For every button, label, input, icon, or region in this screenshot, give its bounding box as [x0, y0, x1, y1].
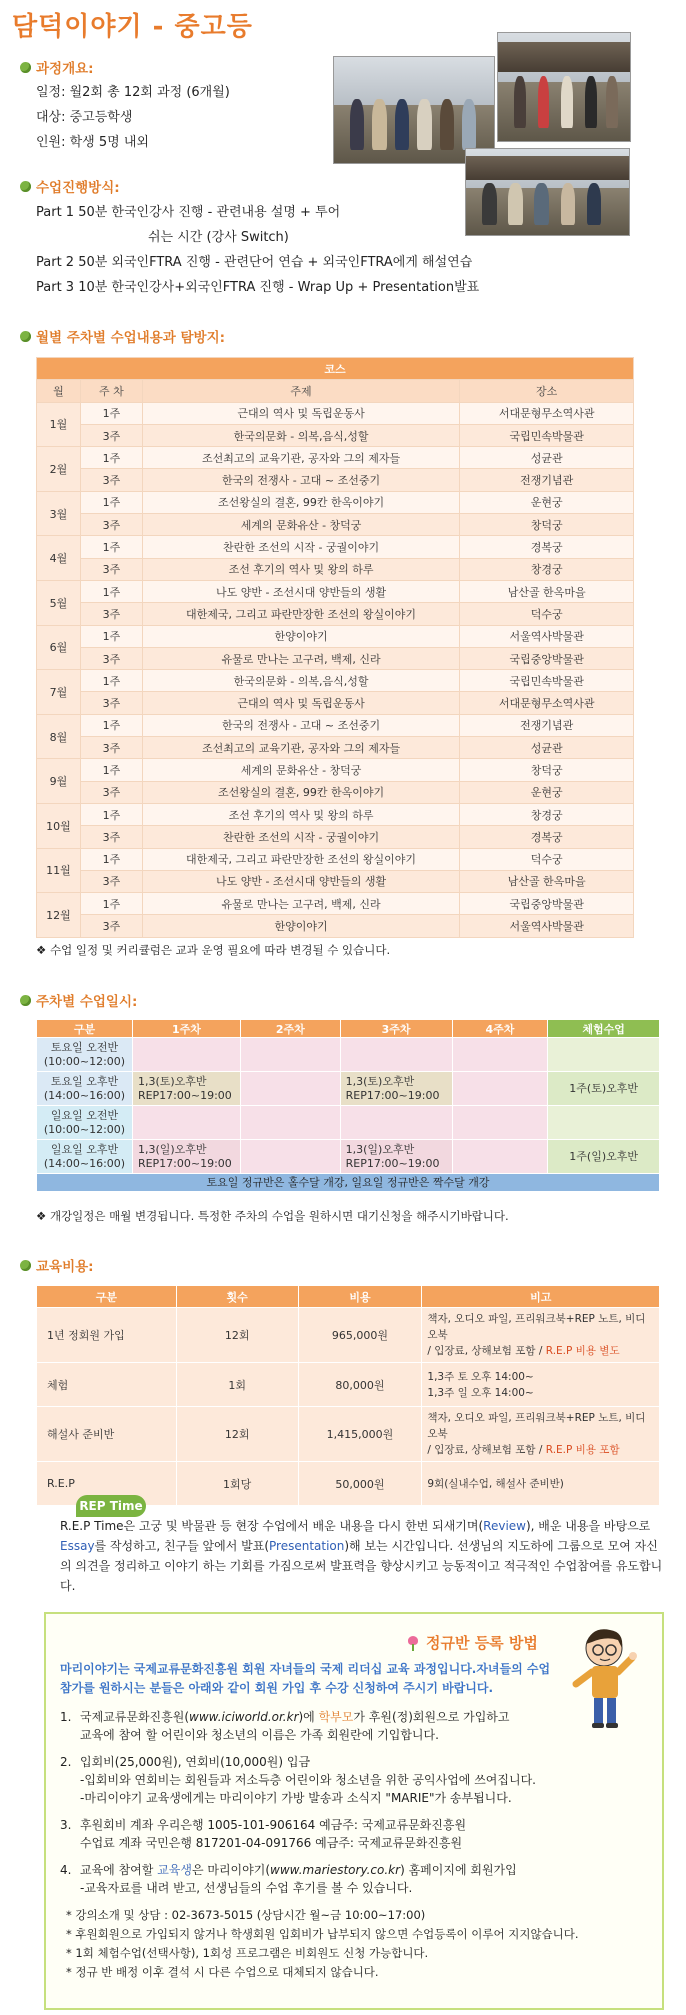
course-place: 서대문형무소역사관 [460, 692, 634, 714]
course-place: 운현궁 [460, 781, 634, 803]
course-week: 3주 [80, 424, 142, 446]
mariestory-link[interactable]: www.mariestory.co.kr [270, 1863, 401, 1877]
weekly-label: 일요일 오전반 (10:00~12:00) [37, 1106, 133, 1140]
cost-col-memo: 비고 [422, 1286, 660, 1308]
rep-time-badge: REP Time [76, 1495, 146, 1517]
registration-title: 정규반 등록 방법 [406, 1632, 538, 1653]
course-place: 전쟁기념관 [460, 714, 634, 736]
course-week: 1주 [80, 625, 142, 647]
weekly-col-week3: 3주차 [340, 1020, 452, 1038]
course-theme: 한양이야기 [142, 915, 459, 937]
registration-intro: 마리이야기는 국제교류문화진흥원 회원 자녀들의 국제 리더십 교육 과정입니다.자녀들의 수업 참가를 원하시는 분들은 아래와 같이 회원 가입 후 수강 신청하여 주시기 바랍니다. [60, 1662, 551, 1695]
course-place: 성균관 [460, 447, 634, 469]
course-place: 서울역사박물관 [460, 915, 634, 937]
course-row [37, 737, 634, 759]
course-row [37, 781, 634, 803]
course-week: 3주 [80, 915, 142, 937]
course-theme: 대한제국, 그리고 파란만장한 조선의 왕실이야기 [142, 848, 459, 870]
weekly-cell: 1,3(토)오후반 REP17:00~19:00 [340, 1072, 452, 1106]
green-bullet-icon [20, 62, 31, 73]
footnote-absence: * 정규 반 배정 이후 결석 시 다른 수업으로 대체되지 않습니다. [66, 1965, 379, 1979]
col-place: 장소 [460, 380, 634, 402]
weekly-col-week2: 2주차 [240, 1020, 340, 1038]
monthly-note: ❖ 수업 일정 및 커리큘럼은 교과 운영 필요에 따라 변경될 수 있습니다. [36, 943, 391, 957]
weekly-col-trial: 체험수업 [548, 1020, 660, 1038]
course-week: 1주 [80, 580, 142, 602]
weekly-label: 일요일 오후반 (14:00~16:00) [37, 1140, 133, 1174]
course-row [37, 514, 634, 536]
progress-list [36, 200, 479, 300]
course-week: 3주 [80, 781, 142, 803]
progress-part2: Part 2 50분 외국인FTRA 진행 - 관련단어 연습 + 외국인FTRA에게 해설연습 [36, 255, 473, 270]
weekly-cell: 1,3(일)오후반 REP17:00~19:00 [132, 1140, 240, 1174]
course-month: 9월 [37, 759, 81, 804]
course-theme: 한양이야기 [142, 625, 459, 647]
weekly-col-week4: 4주차 [452, 1020, 548, 1038]
green-bullet-icon [20, 1260, 31, 1271]
iciworld-link[interactable]: www.iciworld.or.kr [189, 1710, 299, 1724]
course-table-title: 코스 [37, 358, 634, 380]
weekly-col-week1: 1주차 [132, 1020, 240, 1038]
course-week: 3주 [80, 826, 142, 848]
course-table-body [37, 402, 634, 937]
course-row [37, 670, 634, 692]
course-row [37, 625, 634, 647]
course-theme: 세계의 문화유산 - 창덕궁 [142, 514, 459, 536]
cost-col-price: 비용 [298, 1286, 422, 1308]
course-place: 남산골 한옥마을 [460, 580, 634, 602]
course-place: 경복궁 [460, 826, 634, 848]
course-place: 창경궁 [460, 803, 634, 825]
course-month: 12월 [37, 893, 81, 938]
course-week: 3주 [80, 647, 142, 669]
footnote-contact: * 강의소개 및 상담 : 02-3673-5015 (상담시간 월~금 10:00~17:00) [66, 1908, 426, 1922]
course-week: 3주 [80, 870, 142, 892]
page-title: 담덕이야기 - 중고등 [12, 12, 253, 42]
course-week: 3주 [80, 558, 142, 580]
course-month: 6월 [37, 625, 81, 670]
weekly-trial-cell: 1주(일)오후반 [548, 1140, 660, 1174]
weekly-col-type: 구분 [37, 1020, 133, 1038]
course-week: 1주 [80, 491, 142, 513]
footnote-membership: * 후원회원으로 가입되지 않거나 학생회원 입회비가 납부되지 않으면 수업등록이 이루어 지지않습니다. [66, 1927, 579, 1941]
progress-part3: Part 3 10분 한국인강사+외국인FTRA 진행 - Wrap Up + Presentation발표 [36, 280, 480, 295]
course-row [37, 759, 634, 781]
course-place: 전쟁기념관 [460, 469, 634, 491]
course-place: 서울역사박물관 [460, 625, 634, 647]
course-row [37, 447, 634, 469]
tour-photo-2 [497, 32, 631, 142]
weekly-note: ❖ 개강일정은 매월 변경됩니다. 특정한 주차의 수업을 원하시면 대기신청을 해주시기바랍니다. [36, 1209, 509, 1223]
course-place: 창덕궁 [460, 759, 634, 781]
course-row [37, 647, 634, 669]
cost-col-type: 구분 [37, 1286, 177, 1308]
progress-break: 쉬는 시간 (강사 Switch) [148, 230, 289, 245]
course-theme: 나도 양반 - 조선시대 양반들의 생활 [142, 870, 459, 892]
course-theme: 조선 후기의 역사 및 왕의 하루 [142, 803, 459, 825]
weekly-label: 토요일 오전반 (10:00~12:00) [37, 1038, 133, 1072]
course-month: 11월 [37, 848, 81, 893]
registration-step-4: 4. 교육에 참여할 교육생은 마리이야기(www.mariestory.co.kr) 홈페이지에 회원가입 -교육자료를 내려 받고, 선생님들의 수업 후기를 볼 수 있습니다. [60, 1863, 517, 1895]
course-row [37, 580, 634, 602]
course-row [37, 692, 634, 714]
monthly-heading: 월별 주차별 수업내용과 탐방지: [20, 326, 225, 346]
course-theme: 조선최고의 교육기관, 공자와 그의 제자들 [142, 737, 459, 759]
weekly-cell: 1,3(토)오후반 REP17:00~19:00 [132, 1072, 240, 1106]
course-place: 국립중앙박물관 [460, 647, 634, 669]
weekly-row-sat-pm [37, 1072, 660, 1106]
registration-footnotes [66, 1906, 579, 1982]
course-place: 국립중앙박물관 [460, 893, 634, 915]
weekly-footer-note: 토요일 정규반은 홀수달 개강, 일요일 정규반은 짝수달 개강 [37, 1174, 660, 1192]
course-row [37, 714, 634, 736]
course-theme: 나도 양반 - 조선시대 양반들의 생활 [142, 580, 459, 602]
course-place: 서대문형무소역사관 [460, 402, 634, 424]
course-row [37, 603, 634, 625]
tulip-icon [406, 1636, 420, 1650]
course-month: 5월 [37, 580, 81, 625]
course-theme: 한국의 전쟁사 - 고대 ~ 조선중기 [142, 714, 459, 736]
cost-row: 체험 1회 80,000원 1,3주 토 오후 14:00~ 1,3주 일 오후 14:00~ [37, 1363, 660, 1407]
weekly-table [36, 1019, 660, 1192]
course-theme: 대한제국, 그리고 파란만장한 조선의 왕실이야기 [142, 603, 459, 625]
course-theme: 조선 후기의 역사 및 왕의 하루 [142, 558, 459, 580]
course-theme: 한국의문화 - 의복,음식,성할 [142, 670, 459, 692]
course-week: 1주 [80, 447, 142, 469]
course-row [37, 915, 634, 937]
course-theme: 세계의 문화유산 - 창덕궁 [142, 759, 459, 781]
course-week: 3주 [80, 469, 142, 491]
course-week: 3주 [80, 692, 142, 714]
course-theme: 한국의 전쟁사 - 고대 ~ 조선중기 [142, 469, 459, 491]
course-theme: 근대의 역사 및 독립운동사 [142, 692, 459, 714]
course-week: 3주 [80, 514, 142, 536]
course-week: 1주 [80, 670, 142, 692]
green-bullet-icon [20, 331, 31, 342]
course-place: 남산골 한옥마을 [460, 870, 634, 892]
course-week: 1주 [80, 759, 142, 781]
overview-target: 대상: 중고등학생 [36, 110, 133, 125]
course-place: 국립민속박물관 [460, 424, 634, 446]
course-row [37, 424, 634, 446]
registration-step-1: 1. 국제교류문화진흥원(www.iciworld.or.kr)에 학부모가 후원(정)회원으로 가입하고 교육에 참여 할 어린이와 청소년의 이름은 가족 회원란에 기입합니다. [60, 1710, 510, 1742]
registration-step-2: 2. 입회비(25,000원), 연회비(10,000원) 입금 -입회비와 연회비는 회원들과 저소득층 어린이와 청소년을 위한 공익사업에 쓰여집니다. -마리이야기 교육생에게는 마리이야기 가방 발송과 소식지 "MARIE"가 송부됩니다. [60, 1755, 536, 1805]
weekly-row-sun-am [37, 1106, 660, 1140]
registration-step-3: 3. 후원회비 계좌 우리은행 1005-101-906164 예금주: 국제교류문화진흥원 수업료 계좌 국민은행 817201-04-091766 예금주: 국제교류문화진흥원 [60, 1818, 467, 1850]
course-row [37, 536, 634, 558]
course-week: 3주 [80, 603, 142, 625]
weekly-trial-cell: 1주(토)오후반 [548, 1072, 660, 1106]
cost-row: R.E.P 1회당 50,000원 9회(실내수업, 해설사 준비반) [37, 1462, 660, 1506]
course-row [37, 870, 634, 892]
course-month: 7월 [37, 670, 81, 715]
course-month: 10월 [37, 803, 81, 848]
course-row [37, 826, 634, 848]
course-theme: 근대의 역사 및 독립운동사 [142, 402, 459, 424]
course-row [37, 402, 634, 424]
overview-size: 인원: 학생 5명 내외 [36, 135, 149, 150]
cost-row: 해설사 준비반 12회 1,415,000원 책자, 오디오 파일, 프리워크북+REP 노트, 비디오북 / 입장료, 상해보험 포함 / R.E.P 비용 포함 [37, 1407, 660, 1462]
course-month: 4월 [37, 536, 81, 581]
course-theme: 조선왕실의 결혼, 99칸 한옥이야기 [142, 781, 459, 803]
course-week: 1주 [80, 848, 142, 870]
footnote-trial: * 1회 체험수업(선택사항), 1회성 프로그램은 비회원도 신청 가능합니다. [66, 1946, 429, 1960]
course-week: 1주 [80, 714, 142, 736]
col-week: 주 차 [80, 380, 142, 402]
cost-heading: 교육비용: [20, 1255, 94, 1275]
tour-photo-3 [465, 148, 630, 236]
course-place: 국립민속박물관 [460, 670, 634, 692]
weekly-row-sun-pm [37, 1140, 660, 1174]
course-row [37, 848, 634, 870]
green-bullet-icon [20, 995, 31, 1006]
cost-row: 1년 정회원 가입 12회 965,000원 책자, 오디오 파일, 프리워크북+REP 노트, 비디오북 / 입장료, 상해보험 포함 / R.E.P 비용 별도 [37, 1308, 660, 1363]
green-bullet-icon [20, 181, 31, 192]
course-week: 1주 [80, 402, 142, 424]
course-place: 창덕궁 [460, 514, 634, 536]
course-month: 1월 [37, 402, 81, 447]
course-theme: 한국의문화 - 의복,음식,성할 [142, 424, 459, 446]
course-week: 1주 [80, 803, 142, 825]
course-place: 덕수궁 [460, 603, 634, 625]
overview-list [36, 80, 230, 155]
overview-heading: 과정개요: [20, 57, 94, 77]
overview-schedule: 일정: 월2회 총 12회 과정 (6개월) [36, 85, 230, 100]
course-row [37, 893, 634, 915]
course-row [37, 469, 634, 491]
course-place: 경복궁 [460, 536, 634, 558]
weekly-heading: 주차별 수업일시: [20, 990, 137, 1010]
course-theme: 찬란한 조선의 시작 - 궁궐이야기 [142, 536, 459, 558]
rep-description: R.E.P Time은 고궁 및 박물관 등 현장 수업에서 배운 내용을 다시 한번 되새기며(Review), 배운 내용을 바탕으로 Essay를 작성하고, 친구들 앞에서 발표(Presentation)해 보는 시간입니다. 선생님의 지도하에 그룹으로 모여 자신의 의견을 정리하고 이야기 하는 기회를 가짐으로써 발표력을 향상시키고 능동적이고 적극적인 수업참여를 유도합니다. [60, 1519, 663, 1593]
course-place: 성균관 [460, 737, 634, 759]
weekly-row-sat-am [37, 1038, 660, 1072]
course-row [37, 491, 634, 513]
weekly-cell: 1,3(일)오후반 REP17:00~19:00 [340, 1140, 452, 1174]
course-theme: 조선왕실의 결혼, 99칸 한옥이야기 [142, 491, 459, 513]
course-place: 창경궁 [460, 558, 634, 580]
col-month: 월 [37, 380, 81, 402]
course-row [37, 558, 634, 580]
course-month: 8월 [37, 714, 81, 759]
progress-part1: Part 1 50분 한국인강사 진행 - 관련내용 설명 + 투어 [36, 205, 341, 220]
course-week: 1주 [80, 536, 142, 558]
col-theme: 주제 [142, 380, 459, 402]
weekly-label: 토요일 오후반 (14:00~16:00) [37, 1072, 133, 1106]
course-place: 덕수궁 [460, 848, 634, 870]
course-month: 3월 [37, 491, 81, 536]
course-theme: 유물로 만나는 고구려, 백제, 신라 [142, 893, 459, 915]
course-week: 3주 [80, 737, 142, 759]
course-month: 2월 [37, 447, 81, 492]
course-table [36, 357, 634, 938]
cost-col-count: 횟수 [176, 1286, 298, 1308]
registration-steps [60, 1708, 650, 1906]
cost-table [36, 1285, 660, 1506]
progress-heading: 수업진행방식: [20, 176, 120, 196]
course-theme: 찬란한 조선의 시작 - 궁궐이야기 [142, 826, 459, 848]
course-row [37, 803, 634, 825]
course-theme: 유물로 만나는 고구려, 백제, 신라 [142, 647, 459, 669]
course-theme: 조선최고의 교육기관, 공자와 그의 제자들 [142, 447, 459, 469]
course-week: 1주 [80, 893, 142, 915]
course-place: 운현궁 [460, 491, 634, 513]
